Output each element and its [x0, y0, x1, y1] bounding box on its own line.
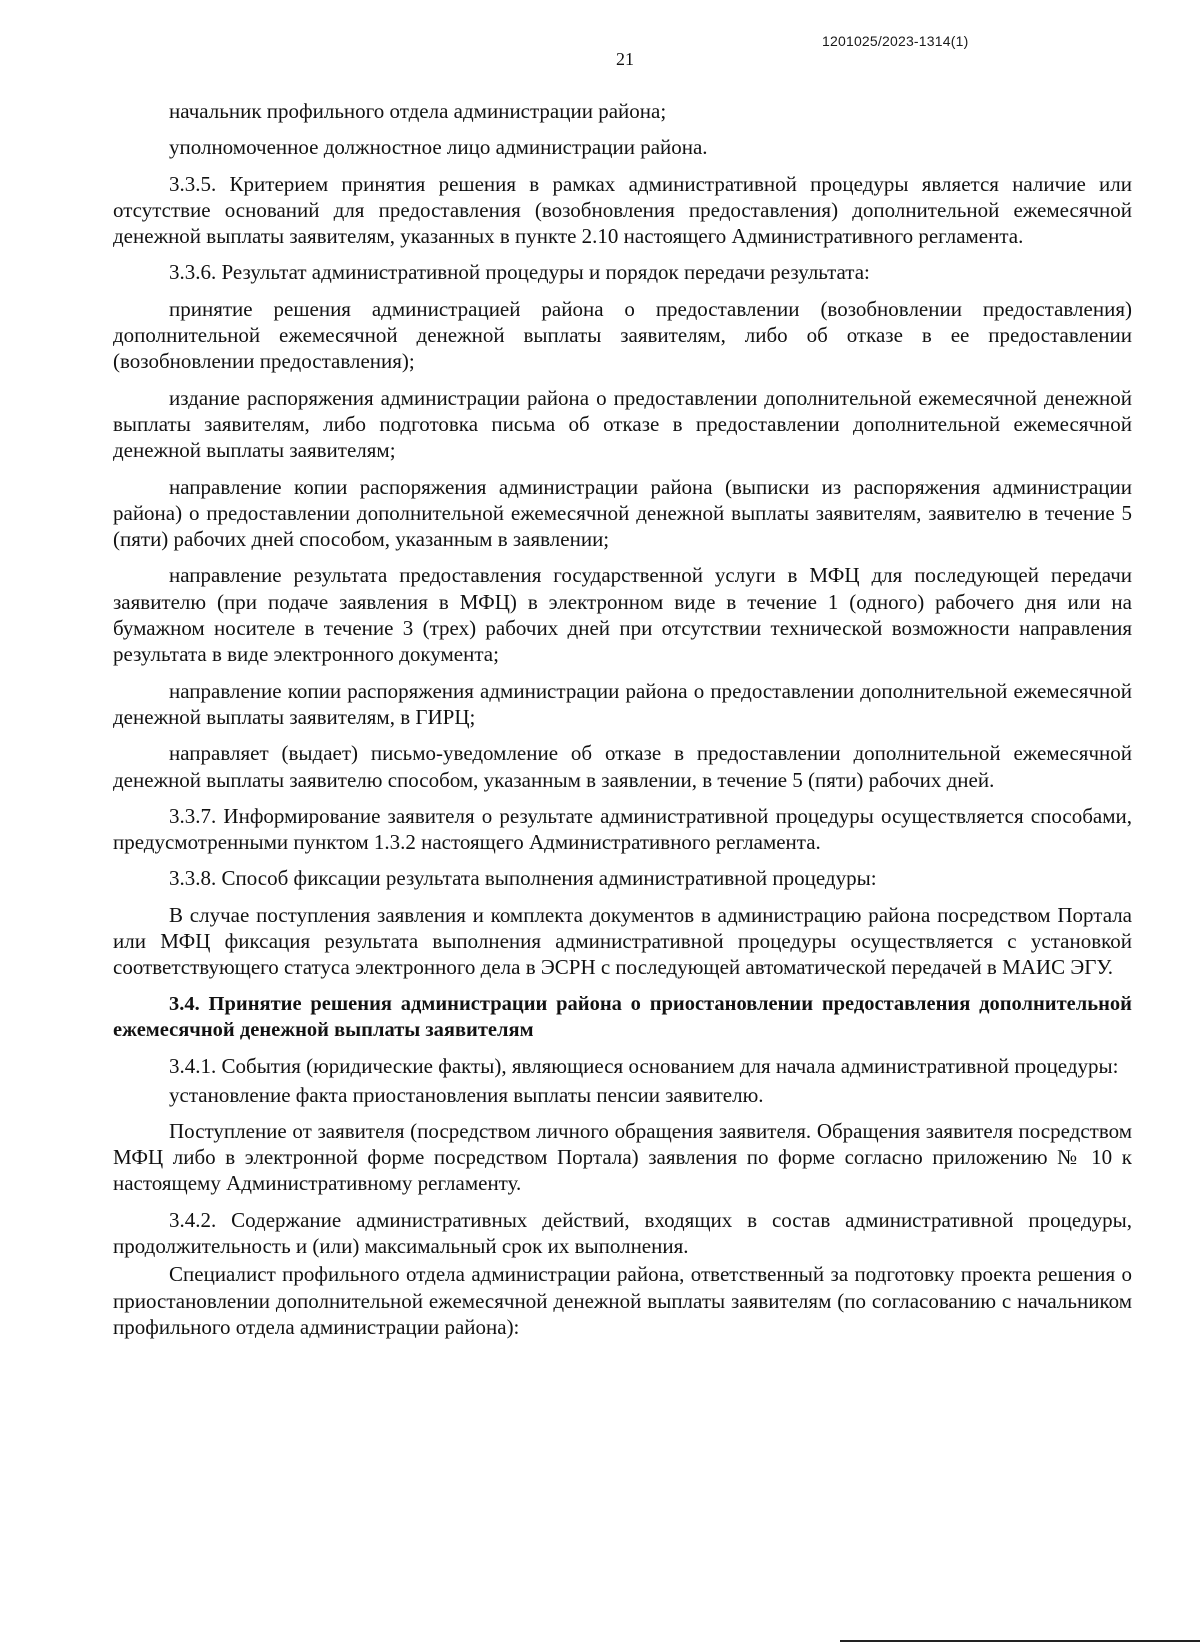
- paragraph: начальник профильного отдела администрации района;: [169, 99, 667, 123]
- paragraph: 3.4.2. Содержание административных действий, входящих в состав административной процедуры, продолжительность и (или) максимальный срок их выполнения.: [113, 1207, 1132, 1258]
- paragraph: установление факта приостановления выплаты пенсии заявителю.: [169, 1082, 764, 1107]
- bottom-divider: [840, 1640, 1200, 1642]
- paragraph: уполномоченное должностное лицо администрации района.: [169, 135, 708, 160]
- paragraph: издание распоряжения администрации района о предоставлении дополнительной ежемесячной денежной выплаты заявителям, либо подготовка письма об отказе в предоставлении дополнительной ежемесячной денежной выплаты заявителям;: [113, 385, 1132, 463]
- page-number: 21: [616, 49, 634, 69]
- paragraph: В случае поступления заявления и комплекта документов в администрацию района посредством Портала или МФЦ фиксация результата выполнения административной процедуры осуществляется с установкой соответствующего статуса электронного дела в ЭСРН с последующей автоматической передачей в МАИС ЭГУ.: [113, 902, 1132, 980]
- paragraph: направление копии распоряжения администрации района (выписки из распоряжения администрации района) о предоставлении дополнительной ежемесячной денежной выплаты заявителям, заявителю в течение 5 (пяти) рабочих дней способом, указанным в заявлении;: [113, 474, 1132, 552]
- paragraph: 3.3.6. Результат административной процедуры и порядок передачи результата:: [169, 260, 870, 285]
- paragraph: направление копии распоряжения администрации района о предоставлении дополнительной ежемесячной денежной выплаты заявителям, в ГИРЦ;: [113, 678, 1132, 729]
- document-body: [113, 98, 1132, 1350]
- paragraph: принятие решения администрацией района о предоставлении (возобновлении предоставления) дополнительной ежемесячной денежной выплаты заявителям, либо об отказе в ее предоставлении (возобновлении предоставления);: [113, 296, 1132, 374]
- paragraph: направляет (выдает) письмо-уведомление об отказе в предоставлении дополнительной ежемесячной денежной выплаты заявителю способом, указанным в заявлении, в течение 5 (пяти) рабочих дней.: [113, 741, 1132, 792]
- section-heading: 3.4. Принятие решения администрации района о приостановлении предоставления дополнительной ежемесячной денежной выплаты заявителям: [113, 992, 1132, 1041]
- paragraph: направление результата предоставления государственной услуги в МФЦ для последующей передачи заявителю (при подаче заявления в МФЦ) в электронном виде в течение 1 (одного) рабочего дня или на бумажном носителе в течение 3 (трех) рабочих дней при отсутствии технической возможности направления результата в виде электронного документа;: [113, 563, 1132, 667]
- paragraph: 3.4.1. События (юридические факты), являющиеся основанием для начала административной процедуры:: [169, 1054, 1119, 1079]
- paragraph: 3.3.5. Критерием принятия решения в рамках административной процедуры является наличие или отсутствие оснований для предоставления (возобновления предоставления) дополнительной ежемесячной денежной выплаты заявителям, указанных в пункте 2.10 настоящего Административного регламента.: [113, 171, 1132, 249]
- document-id: 1201025/2023-1314(1): [822, 33, 969, 49]
- paragraph: 3.3.8. Способ фиксации результата выполнения административной процедуры:: [169, 866, 877, 891]
- paragraph: 3.3.7. Информирование заявителя о результате административной процедуры осуществляется способами, предусмотренными пунктом 1.3.2 настоящего Административного регламента.: [113, 803, 1132, 855]
- paragraph: Специалист профильного отдела администрации района, ответственный за подготовку проекта решения о приостановлении дополнительной ежемесячной денежной выплаты заявителям (по согласованию с начальником профильного отдела администрации района):: [113, 1262, 1132, 1339]
- paragraph: Поступление от заявителя (посредством личного обращения заявителя. Обращения заявителя посредством МФЦ либо в электронной форме посредством Портала) заявления по форме согласно приложению № 10 к настоящему Административному регламенту.: [113, 1118, 1132, 1196]
